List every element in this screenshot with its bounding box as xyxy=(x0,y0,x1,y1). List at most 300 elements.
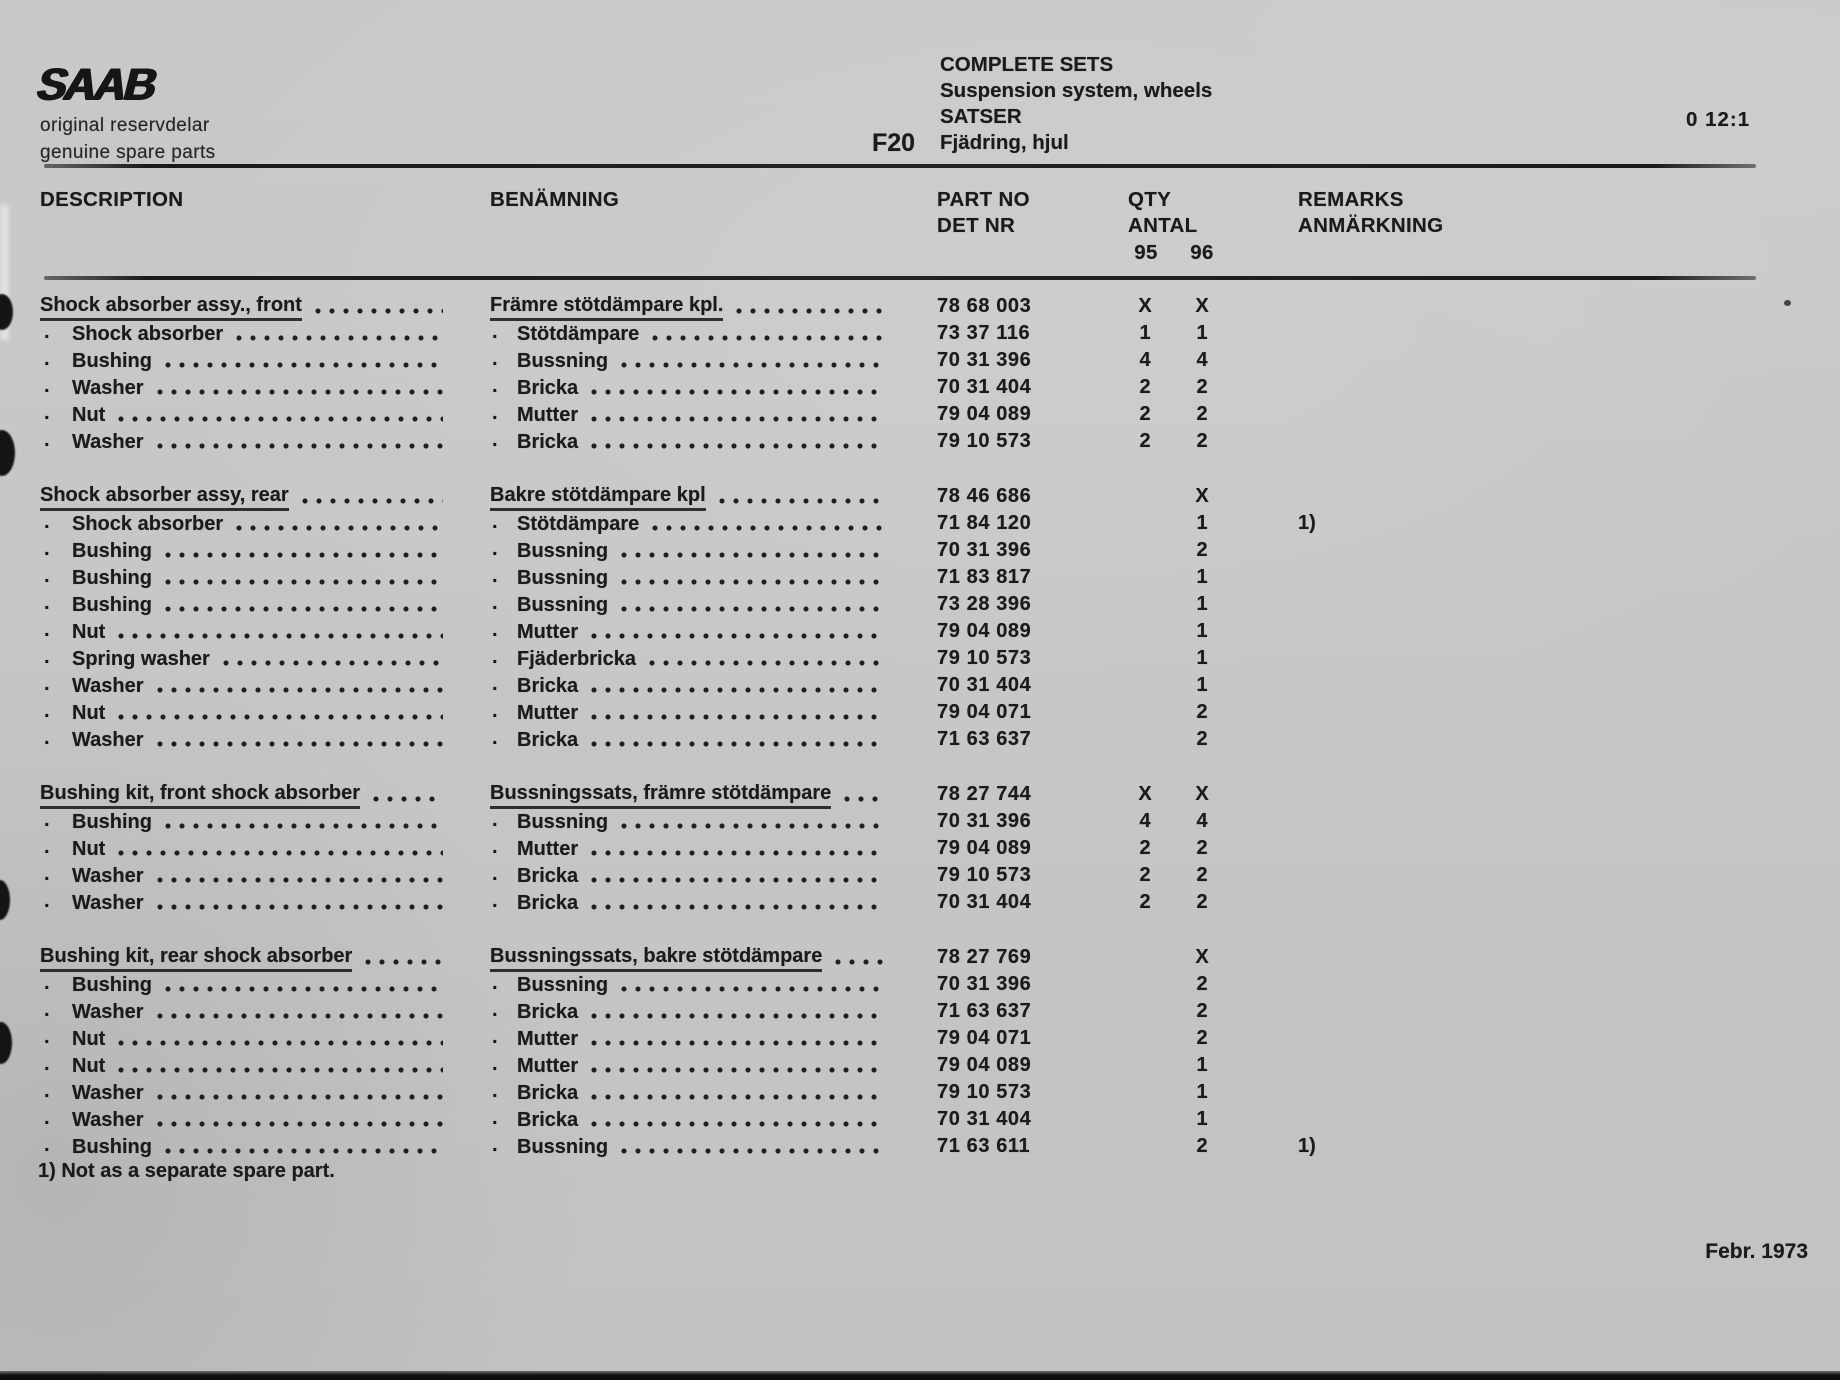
part-number: 70 31 396 xyxy=(937,810,1032,832)
dot-leader xyxy=(118,401,443,428)
dot-leader xyxy=(365,944,443,971)
description-label: Nut xyxy=(72,837,106,860)
group-header-row xyxy=(40,293,1800,320)
benamning-cell xyxy=(517,672,888,699)
row-bullet: . xyxy=(492,646,498,668)
description-label: Bushing xyxy=(72,349,152,372)
row-bullet: . xyxy=(492,1053,498,1075)
dot-leader xyxy=(652,510,884,537)
qty-96: X xyxy=(1195,485,1209,507)
part-number: 79 10 573 xyxy=(937,1081,1032,1103)
description-cell xyxy=(40,944,447,971)
benamning-cell xyxy=(517,645,888,672)
description-cell xyxy=(72,971,447,998)
description-label: Shock absorber assy., front xyxy=(40,293,302,321)
description-label: Bushing kit, rear shock absorber xyxy=(40,944,352,972)
benamning-cell xyxy=(517,591,888,618)
scan-artifact-blob xyxy=(0,294,13,330)
part-number: 71 83 817 xyxy=(937,566,1032,588)
row-bullet: . xyxy=(492,375,498,397)
col-year-96: 96 xyxy=(1190,241,1214,264)
description-cell xyxy=(40,483,447,510)
row-bullet: . xyxy=(492,1107,498,1129)
part-row xyxy=(40,998,1800,1025)
benamning-label: Bussning xyxy=(517,349,609,372)
row-bullet: . xyxy=(492,592,498,614)
row-bullet: . xyxy=(44,646,50,668)
row-bullet: . xyxy=(492,348,498,370)
dot-leader xyxy=(165,971,443,998)
row-bullet: . xyxy=(44,565,50,587)
dot-leader xyxy=(591,1025,884,1052)
description-label: Washer xyxy=(72,1081,144,1104)
dot-leader xyxy=(591,726,884,753)
scan-artifact-blob xyxy=(0,430,15,476)
dot-leader xyxy=(591,889,884,916)
qty-96: 1 xyxy=(1196,647,1208,669)
part-row xyxy=(40,537,1800,564)
description-label: Shock absorber xyxy=(72,322,224,345)
part-row xyxy=(40,401,1800,428)
description-label: Washer xyxy=(72,674,144,697)
dot-leader xyxy=(835,944,884,971)
benamning-label: Mutter xyxy=(517,1054,579,1077)
dot-leader xyxy=(719,483,884,510)
description-label: Shock absorber assy, rear xyxy=(40,483,289,511)
description-label: Bushing kit, front shock absorber xyxy=(40,781,360,809)
description-label: Washer xyxy=(72,864,144,887)
page-reference: 0 12:1 xyxy=(1686,108,1751,131)
row-bullet: . xyxy=(492,402,498,424)
dot-leader xyxy=(591,374,884,401)
description-label: Washer xyxy=(72,430,144,453)
benamning-cell xyxy=(517,998,888,1025)
dot-leader xyxy=(591,1106,884,1133)
benamning-label: Mutter xyxy=(517,403,579,426)
dot-leader xyxy=(157,374,443,401)
qty-95: 2 xyxy=(1139,430,1151,452)
description-cell xyxy=(72,835,447,862)
dot-leader xyxy=(621,1133,884,1160)
row-bullet: . xyxy=(44,321,50,343)
section-subtitle-en: Suspension system, wheels xyxy=(940,79,1213,102)
row-bullet: . xyxy=(44,972,50,994)
benamning-label: Bricka xyxy=(517,864,579,887)
benamning-cell xyxy=(517,1025,888,1052)
dot-leader xyxy=(591,862,884,889)
dot-leader xyxy=(118,1025,443,1052)
row-bullet: . xyxy=(492,972,498,994)
qty-96: 2 xyxy=(1196,973,1208,995)
benamning-label: Bussning xyxy=(517,593,609,616)
qty-95: X xyxy=(1138,783,1152,805)
section-header xyxy=(940,52,1212,156)
description-cell xyxy=(72,998,447,1025)
part-number: 79 04 071 xyxy=(937,701,1032,723)
part-row xyxy=(40,971,1800,998)
benamning-cell xyxy=(517,347,888,374)
dot-leader xyxy=(118,618,443,645)
description-label: Nut xyxy=(72,1027,106,1050)
description-cell xyxy=(72,591,447,618)
part-row xyxy=(40,726,1800,753)
benamning-cell xyxy=(490,781,888,808)
dot-leader xyxy=(118,835,443,862)
part-row xyxy=(40,564,1800,591)
benamning-cell xyxy=(517,1052,888,1079)
dot-leader xyxy=(591,835,884,862)
row-bullet: . xyxy=(492,619,498,641)
dot-leader xyxy=(621,971,884,998)
benamning-cell xyxy=(517,374,888,401)
benamning-cell xyxy=(517,835,888,862)
description-cell xyxy=(72,1025,447,1052)
row-bullet: . xyxy=(44,1080,50,1102)
footnote: 1) Not as a separate spare part. xyxy=(38,1160,335,1182)
group-header-row xyxy=(40,781,1800,808)
row-bullet: . xyxy=(492,511,498,533)
description-cell xyxy=(72,320,447,347)
revision-date: Febr. 1973 xyxy=(1705,1240,1808,1263)
dot-leader xyxy=(591,1079,884,1106)
description-cell xyxy=(72,537,447,564)
row-bullet: . xyxy=(44,1107,50,1129)
column-header-rule xyxy=(44,276,1756,280)
remark: 1) xyxy=(1298,512,1316,534)
part-row xyxy=(40,889,1800,916)
benamning-cell xyxy=(517,1133,888,1160)
qty-96: 2 xyxy=(1196,376,1208,398)
benamning-cell xyxy=(517,537,888,564)
qty-96: 2 xyxy=(1196,1027,1208,1049)
benamning-cell xyxy=(517,1079,888,1106)
section-title-sv: SATSER xyxy=(940,105,1022,128)
part-number: 70 31 404 xyxy=(937,891,1032,913)
description-cell xyxy=(72,510,447,537)
part-row xyxy=(40,645,1800,672)
benamning-label: Mutter xyxy=(517,837,579,860)
qty-96: 2 xyxy=(1196,728,1208,750)
dot-leader xyxy=(157,889,443,916)
scan-speck xyxy=(1784,300,1791,306)
dot-leader xyxy=(652,320,884,347)
qty-96: 4 xyxy=(1196,349,1208,371)
row-bullet: . xyxy=(492,538,498,560)
dot-leader xyxy=(621,591,884,618)
col-description-sv: BENÄMNING xyxy=(490,188,620,211)
description-label: Bushing xyxy=(72,810,152,833)
dot-leader xyxy=(223,645,443,672)
part-row xyxy=(40,347,1800,374)
description-cell xyxy=(72,428,447,455)
qty-96: 2 xyxy=(1196,837,1208,859)
description-label: Washer xyxy=(72,1108,144,1131)
header-rule xyxy=(44,164,1756,168)
part-number: 71 63 637 xyxy=(937,728,1032,750)
benamning-label: Bakre stötdämpare kpl xyxy=(490,483,706,511)
dot-leader xyxy=(591,401,884,428)
dot-leader xyxy=(621,808,884,835)
part-number: 70 31 404 xyxy=(937,674,1032,696)
benamning-label: Bussningssats, främre stötdämpare xyxy=(490,781,831,809)
part-number: 79 10 573 xyxy=(937,647,1032,669)
description-label: Bushing xyxy=(72,1135,152,1158)
brand-tagline-sv: original reservdelar xyxy=(40,115,210,136)
dot-leader xyxy=(591,699,884,726)
benamning-label: Bricka xyxy=(517,1000,579,1023)
benamning-cell xyxy=(517,401,888,428)
qty-96: 1 xyxy=(1196,620,1208,642)
qty-96: 1 xyxy=(1196,1081,1208,1103)
benamning-label: Bricka xyxy=(517,674,579,697)
dot-leader xyxy=(591,672,884,699)
benamning-label: Mutter xyxy=(517,620,579,643)
part-row xyxy=(40,428,1800,455)
description-cell xyxy=(72,862,447,889)
part-row xyxy=(40,672,1800,699)
part-number: 71 84 120 xyxy=(937,512,1032,534)
part-number: 71 63 637 xyxy=(937,1000,1032,1022)
description-cell xyxy=(72,401,447,428)
parts-group xyxy=(40,293,1800,455)
dot-leader xyxy=(621,564,884,591)
dot-leader xyxy=(157,1079,443,1106)
qty-96: X xyxy=(1195,295,1209,317)
benamning-cell xyxy=(517,808,888,835)
benamning-label: Stötdämpare xyxy=(517,512,640,535)
qty-96: 1 xyxy=(1196,566,1208,588)
qty-96: 1 xyxy=(1196,512,1208,534)
part-number: 71 63 611 xyxy=(937,1135,1031,1157)
part-number: 79 04 089 xyxy=(937,1054,1032,1076)
part-number: 78 27 744 xyxy=(937,783,1032,805)
col-qty-sv: ANTAL xyxy=(1128,214,1198,237)
row-bullet: . xyxy=(492,321,498,343)
benamning-label: Bricka xyxy=(517,891,579,914)
row-bullet: . xyxy=(44,375,50,397)
row-bullet: . xyxy=(44,429,50,451)
benamning-label: Bricka xyxy=(517,376,579,399)
description-label: Washer xyxy=(72,728,144,751)
description-cell xyxy=(72,1052,447,1079)
section-code: F20 xyxy=(872,129,916,157)
benamning-cell xyxy=(490,483,888,510)
description-cell xyxy=(72,699,447,726)
row-bullet: . xyxy=(492,673,498,695)
part-row xyxy=(40,862,1800,889)
part-row xyxy=(40,510,1800,537)
row-bullet: . xyxy=(44,700,50,722)
part-row xyxy=(40,1025,1800,1052)
description-cell xyxy=(72,1133,447,1160)
description-label: Shock absorber xyxy=(72,512,224,535)
saab-logo: SAAB xyxy=(31,59,162,110)
benamning-label: Mutter xyxy=(517,701,579,724)
description-cell xyxy=(40,781,447,808)
col-partno-en: PART NO xyxy=(937,188,1030,211)
dot-leader xyxy=(591,618,884,645)
qty-96: X xyxy=(1195,783,1209,805)
part-number: 79 10 573 xyxy=(937,864,1032,886)
description-label: Bushing xyxy=(72,539,152,562)
description-label: Washer xyxy=(72,1000,144,1023)
dot-leader xyxy=(591,1052,884,1079)
row-bullet: . xyxy=(44,863,50,885)
dot-leader xyxy=(621,347,884,374)
part-row xyxy=(40,1106,1800,1133)
description-cell xyxy=(72,889,447,916)
description-cell xyxy=(72,618,447,645)
qty-96: 1 xyxy=(1196,1054,1208,1076)
brand-block xyxy=(31,59,216,163)
description-cell xyxy=(72,347,447,374)
row-bullet: . xyxy=(44,592,50,614)
part-row xyxy=(40,1079,1800,1106)
brand-tagline-en: genuine spare parts xyxy=(40,142,216,163)
qty-96: 2 xyxy=(1196,1000,1208,1022)
qty-96: 1 xyxy=(1196,1108,1208,1130)
dot-leader xyxy=(736,293,884,320)
row-bullet: . xyxy=(492,429,498,451)
benamning-cell xyxy=(517,726,888,753)
part-row xyxy=(40,1052,1800,1079)
part-number: 73 37 116 xyxy=(937,322,1031,344)
part-number: 79 04 071 xyxy=(937,1027,1032,1049)
dot-leader xyxy=(844,781,884,808)
row-bullet: . xyxy=(44,511,50,533)
qty-96: 4 xyxy=(1196,810,1208,832)
part-number: 78 46 686 xyxy=(937,485,1032,507)
section-subtitle-sv: Fjädring, hjul xyxy=(940,131,1069,154)
description-label: Bushing xyxy=(72,973,152,996)
benamning-cell xyxy=(517,428,888,455)
part-number: 79 10 573 xyxy=(937,430,1032,452)
description-label: Nut xyxy=(72,1054,106,1077)
remark: 1) xyxy=(1298,1135,1316,1157)
benamning-cell xyxy=(517,564,888,591)
qty-96: 1 xyxy=(1196,593,1208,615)
qty-95: 1 xyxy=(1139,322,1151,344)
benamning-label: Bricka xyxy=(517,1081,579,1104)
benamning-cell xyxy=(517,1106,888,1133)
benamning-label: Bussning xyxy=(517,1135,609,1158)
benamning-label: Stötdämpare xyxy=(517,322,640,345)
row-bullet: . xyxy=(44,890,50,912)
benamning-cell xyxy=(517,862,888,889)
group-header-row xyxy=(40,483,1800,510)
benamning-label: Bricka xyxy=(517,430,579,453)
dot-leader xyxy=(315,293,443,320)
part-number: 70 31 396 xyxy=(937,349,1032,371)
qty-96: 2 xyxy=(1196,430,1208,452)
description-cell xyxy=(72,374,447,401)
group-header-row xyxy=(40,944,1800,971)
description-label: Bushing xyxy=(72,593,152,616)
description-label: Spring washer xyxy=(72,647,210,670)
benamning-cell xyxy=(490,293,888,320)
part-row xyxy=(40,374,1800,401)
part-number: 79 04 089 xyxy=(937,837,1032,859)
part-number: 70 31 396 xyxy=(937,973,1032,995)
qty-96: 1 xyxy=(1196,322,1208,344)
row-bullet: . xyxy=(44,999,50,1021)
part-number: 70 31 404 xyxy=(937,1108,1032,1130)
benamning-label: Bussning xyxy=(517,566,609,589)
row-bullet: . xyxy=(44,348,50,370)
row-bullet: . xyxy=(492,727,498,749)
qty-96: X xyxy=(1195,946,1209,968)
row-bullet: . xyxy=(492,890,498,912)
dot-leader xyxy=(118,699,443,726)
row-bullet: . xyxy=(492,1026,498,1048)
qty-96: 2 xyxy=(1196,864,1208,886)
description-cell xyxy=(72,726,447,753)
row-bullet: . xyxy=(492,836,498,858)
section-title-en: COMPLETE SETS xyxy=(940,53,1114,76)
qty-96: 2 xyxy=(1196,891,1208,913)
description-cell xyxy=(40,293,447,320)
benamning-label: Bussning xyxy=(517,810,609,833)
qty-96: 1 xyxy=(1196,674,1208,696)
part-number: 70 31 404 xyxy=(937,376,1032,398)
description-label: Nut xyxy=(72,403,106,426)
parts-table xyxy=(40,293,1800,1188)
qty-95: X xyxy=(1138,295,1152,317)
benamning-cell xyxy=(517,320,888,347)
qty-96: 2 xyxy=(1196,701,1208,723)
row-bullet: . xyxy=(44,1134,50,1156)
row-bullet: . xyxy=(492,863,498,885)
parts-group xyxy=(40,483,1800,753)
col-partno-sv: DET NR xyxy=(937,214,1016,237)
row-bullet: . xyxy=(44,402,50,424)
scan-bottom-edge xyxy=(0,1371,1840,1380)
benamning-cell xyxy=(517,510,888,537)
row-bullet: . xyxy=(44,1053,50,1075)
dot-leader xyxy=(236,510,443,537)
row-bullet: . xyxy=(44,673,50,695)
dot-leader xyxy=(165,564,443,591)
description-cell xyxy=(72,645,447,672)
part-row xyxy=(40,320,1800,347)
benamning-label: Bussningssats, bakre stötdämpare xyxy=(490,944,822,972)
parts-group xyxy=(40,944,1800,1160)
col-description-en: DESCRIPTION xyxy=(40,188,184,211)
benamning-label: Främre stötdämpare kpl. xyxy=(490,293,723,321)
dot-leader xyxy=(157,672,443,699)
dot-leader xyxy=(621,537,884,564)
benamning-cell xyxy=(517,971,888,998)
qty-96: 2 xyxy=(1196,539,1208,561)
benamning-label: Mutter xyxy=(517,1027,579,1050)
description-cell xyxy=(72,1106,447,1133)
row-bullet: . xyxy=(492,700,498,722)
part-row xyxy=(40,835,1800,862)
dot-leader xyxy=(118,1052,443,1079)
col-remarks-sv: ANMÄRKNING xyxy=(1298,214,1444,237)
part-row xyxy=(40,699,1800,726)
row-bullet: . xyxy=(44,809,50,831)
dot-leader xyxy=(165,808,443,835)
description-label: Washer xyxy=(72,891,144,914)
qty-96: 2 xyxy=(1196,1135,1208,1157)
row-bullet: . xyxy=(492,565,498,587)
row-bullet: . xyxy=(492,1134,498,1156)
dot-leader xyxy=(157,862,443,889)
benamning-label: Fjäderbricka xyxy=(517,647,636,670)
row-bullet: . xyxy=(492,999,498,1021)
dot-leader xyxy=(157,428,443,455)
